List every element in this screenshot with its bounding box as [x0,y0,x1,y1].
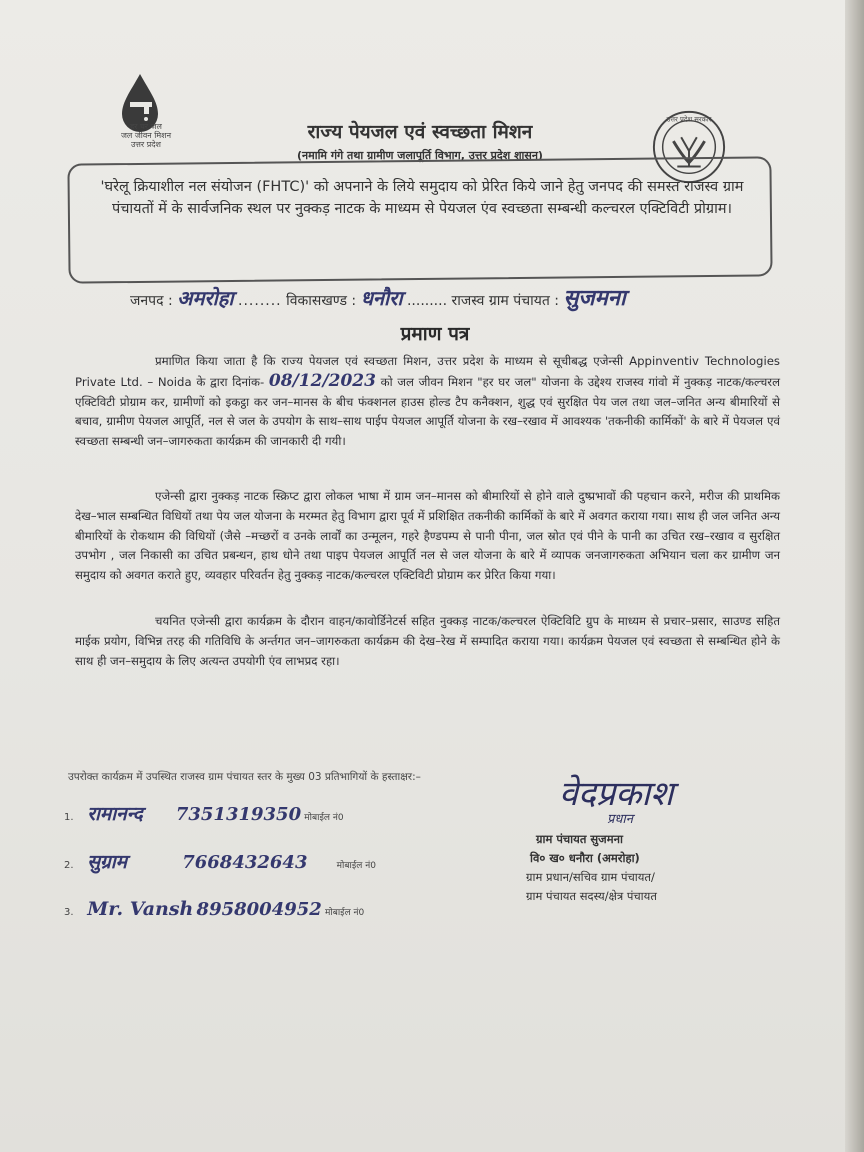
district-label: जनपद : [130,293,173,309]
participant-number: 2. [64,860,74,871]
participant-row [64,800,344,828]
logo-caption-line: जल जीवन मिशन [120,131,172,140]
para2-text: एजेन्सी द्वारा नुक्कड़ नाटक स्क्रिप्ट द्वारा लोकल भाषा में ग्राम जन–मानस को बीमारियों से होने वाले दुष्प्रभावों की पहचान करने, मरीज की प्राथमिक देख–भाल सम्बन्धित विधियों तथा पेय जल योजना के मरम्मत हेतु विभाग द्वारा पूर्व में प्रशिक्षित तकनीकी कार्मिकों के बारे में अवगत कराया गया। साथ ही जल जनित अन्य बीमारियों के रोकथाम की विधियों (जैसे –मच्छरों व उनके लार्वों का उन्मूलन, गहरे हैण्डपम्प से पानी पीना, जल स्रोत एवं पीने के पानी का उचित रख–रखाव व सुरक्षित उपभोग , जल निकासी का उचित प्रबन्धन, हाथ धोने तथा पाइप पेयजल आपूर्ति नल से जल योजना के बारे में व्यापक जनजागरुकता अभियान चला कर ग्रामीण जन समुदाय को अवगत कराते हुए, व्यवहार परिवर्तन हेतु नुक्कड़ नाटक/कल्चरल एक्टिविटी प्रोग्राम कर प्रेरित किया गया। [75,489,780,583]
participant-mobile: 8958004952 [196,899,322,920]
participant-name: सुग्राम [87,851,128,873]
mobile-label: मोबाईल नं0 [304,813,344,823]
certificate-paragraph-1 [75,352,780,452]
banner-text: 'घरेलू क्रियाशील नल संयोजन (FHTC)' को अपनाने के लिये समुदाय को प्रेरित किये जाने हेतु जनपद की समस्त राजस्व ग्राम पंचायतों में के सार्वजनिक स्थल पर नुक्कड़ नाटक के माध्यम से पेयजल एंव स्वच्छता सम्बन्धी कल्चरल एक्टिविटी प्रोग्राम। [100,179,744,217]
participant-number: 3. [64,907,74,918]
participant-mobile: 7668432643 [182,852,308,873]
para3-text: चयनित एजेन्सी द्वारा कार्यक्रम के दौरान वाहन/कावोर्डिनेटर्स सहित नुक्कड़ नाटक/कल्चरल ऐक्टिविटि ग्रुप के माध्यम से प्रचार–प्रसार, साउण्ड सहित माईक प्रयोग, विभिन्न तरह की गतिविधि के अर्न्तगत जन–जागरुकता कार्यक्रम की देख–रेख में सम्पादित कराया गया। कार्यक्रम पेयजल एवं स्वच्छता से सम्बन्धित होने के साथ ही जन–समुदाय के लिए अत्यन्त उपयोगी एंव लाभप्रद रहा। [75,614,780,668]
participants-note: उपरोक्त कार्यक्रम में उपस्थित राजस्व ग्राम पंचायत स्तर के मुख्य 03 प्रतिभागियों के हस्ताक्षर:– [68,771,421,783]
participant-row [64,848,376,876]
handwritten-designation: प्रधान [607,812,633,827]
panchayat-label: राजस्व ग्राम पंचायत : [451,293,559,309]
header-title: राज्य पेयजल एवं स्वच्छता मिशन [307,121,533,143]
program-date: 08/12/2023 [268,370,376,391]
emblem-caption: उत्तर प्रदेश सरकार [666,115,712,124]
signature-text: वेदप्रकाश [559,774,674,814]
participant-row [64,898,364,926]
block-label: विकासखण्ड : [286,293,357,309]
place-row [130,282,790,312]
dots: ........ [238,293,282,309]
header-subtitle: (नमामि गंगे तथा ग्रामीण जलापूर्ति विभाग, उत्तर प्रदेश शासन) [297,149,543,162]
signatory-block [520,830,720,906]
certificate-paragraph-3 [75,612,780,671]
role-line: ग्राम पंचायत सदस्य/क्षेत्र पंचायत [526,889,657,903]
para1-text-a: प्रमाणित किया जाता है कि राज्य पेयजल एवं स्वच्छता मिशन, उत्तर प्रदेश के माध्यम से सूचीबद्ध एजेन्सी Appinventiv Technologies Private Ltd. – Noida के द्वारा दिनांक- [75,354,780,389]
logo-caption [106,122,186,149]
participant-number: 1. [64,812,74,823]
certificate-paragraph-2 [75,487,780,586]
panchayat-value: सुजमना [563,285,626,311]
logo-caption-line: उत्तर प्रदेश [131,140,161,149]
stamp-line: वि० ख० धनौरा (अमरोहा) [530,851,640,865]
logo-caption-line: हर घर जल [130,122,162,131]
handwritten-signature [555,765,725,827]
page-edge [845,0,864,1152]
participant-name: Mr. Vansh [87,898,194,920]
certificate-title: प्रमाण पत्र [400,323,470,345]
dots: ......... [406,293,448,309]
participant-mobile: 7351319350 [175,804,302,825]
role-line: ग्राम प्रधान/सचिव ग्राम पंचायत/ [526,870,655,884]
district-value: अमरोहा [177,286,234,310]
para1-text-b: को जल जीवन मिशन "हर घर जल" योजना के उद्देश्य राजस्व गांवो में नुक्कड़ नाटक/कल्चरल एक्टिविटी प्रोग्राम कर, ग्रामीणों को इकट्ठा कर जन–मानस के बीच फंक्शनल हाउस होल्ड टैप कनैक्शन, शुद्ध एवं सुरक्षित पेय जल तथा जल–जनित अन्य बीमारियों से बचाव, ग्रामीण पेयजल आपूर्ति, नल से जल के उपयोग के साथ–साथ पाईप पेयजल आपूर्ति योजना के रख–रखाव में आवश्यक 'तकनीकी कार्मिकों' के बारे में पेयजल एवं स्वच्छता सम्बन्धी जन–जागरुकता कार्यक्रम की जानकारी दी गयी। [75,374,780,449]
mobile-label: मोबाईल नं0 [324,908,365,918]
mobile-label: मोबाईल नं0 [336,861,376,871]
block-value: धनौरा [360,286,403,310]
stamp-line: ग्राम पंचायत सुजमना [536,832,623,846]
participant-name: रामानन्द [87,803,143,825]
